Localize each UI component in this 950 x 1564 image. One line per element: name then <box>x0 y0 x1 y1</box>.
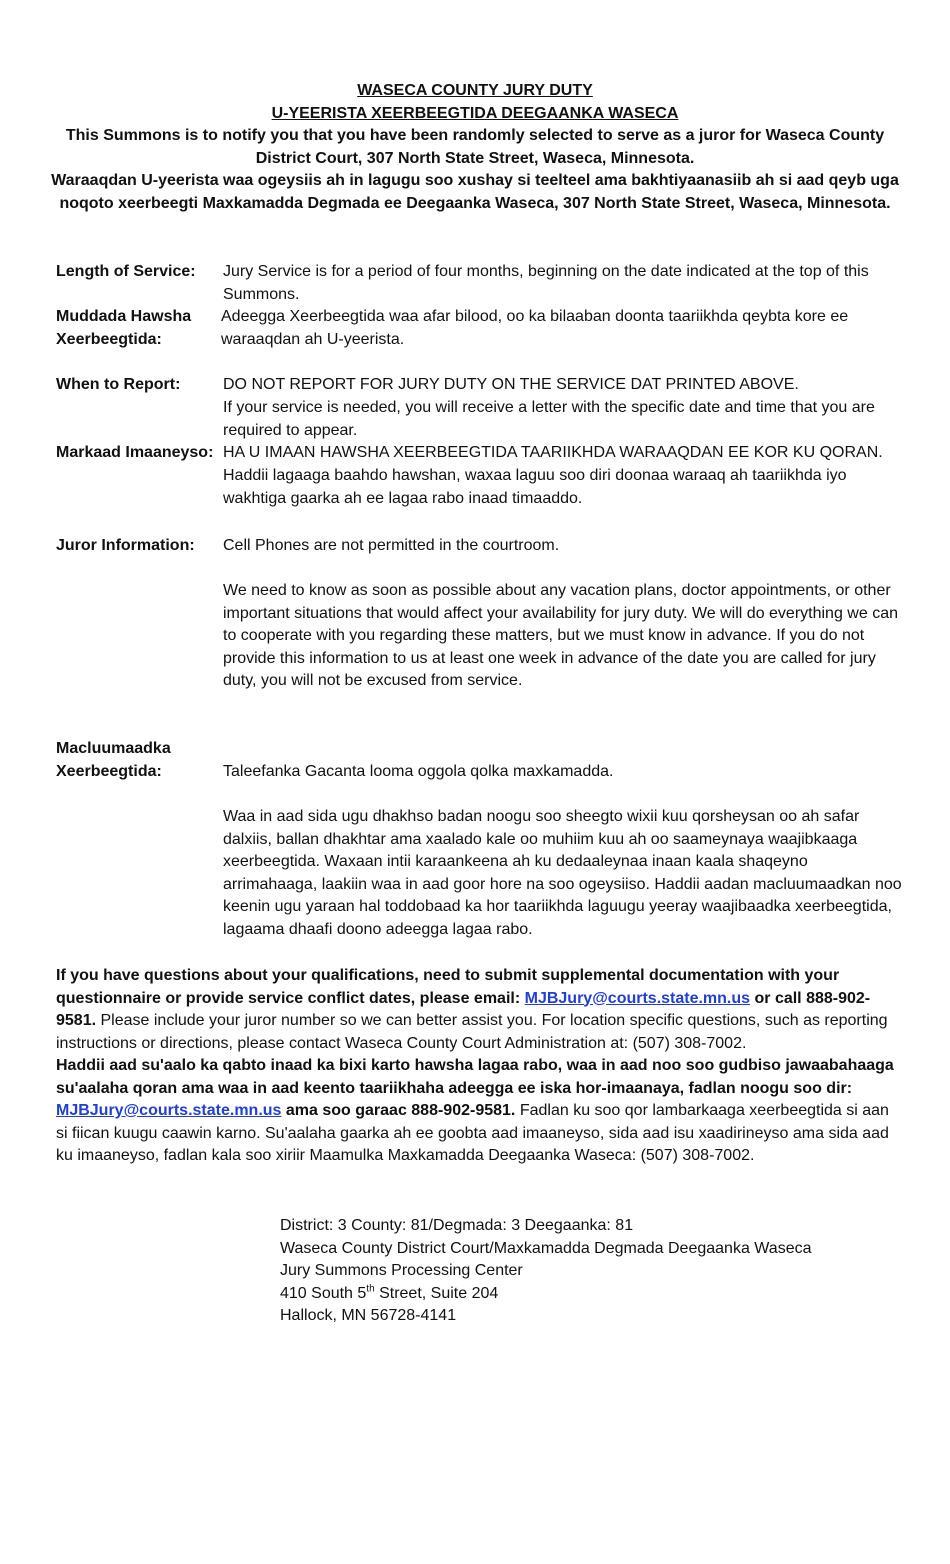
when-to-report-text-2: If your service is needed, you will receive a letter with the specific date and time that you are required to appear. <box>223 399 875 439</box>
when-to-report-label: When to Report: <box>56 376 181 393</box>
macluumaadka-label-2: Xeerbeegtida: <box>56 763 162 780</box>
contact-english-normal: Please include your juror number so we can better assist you. For location specific questions, such as reporting instructions or directions, please contact Waseca County Court Administration at: (507) 308-7002. <box>56 1012 888 1052</box>
length-of-service-label: Length of Service: <box>56 263 196 280</box>
markaad-imaaneyso-text-1: HA U IMAAN HAWSHA XEERBEEGTIDA TAARIIKHDA WARAAQDAN EE KOR KU QORAN. <box>223 444 883 461</box>
address-street-sup: th <box>366 1283 375 1295</box>
title-english: WASECA COUNTY JURY DUTY <box>357 82 593 99</box>
macluumaadka-text-2: Waa in aad sida ugu dhakhso badan noogu soo sheegto wixii kuu qorsheysan oo ah safar dalxiis, ballan dhakhtar ama xaalado kale oo muhiim kuu ah oo saameynaya waajibkaaga xeerbeegtida. Waxaan intii karaankeena ah ku dedaaleynaa inaan kaala shaqeyno arrimahaaga, laakiin waa in aad goor hore na soo ogeysiiso. Haddii aadan macluumaadkan noo keenin ugu yaraan hal toddobaad ka hor taariikhda laguugu yeeray waajibaadka xeerbeegtida, lagaama dhaafi doono adeegga lagaa rabo. <box>223 808 902 938</box>
address-block <box>280 1215 900 1328</box>
intro-english: This Summons is to notify you that you have been randomly selected to serve as a juror for Waseca County District Court, 307 North State Street, Waseca, Minnesota. <box>65 127 885 167</box>
address-street-number: 410 South 5 <box>280 1284 367 1302</box>
contact-somali-normal: Fadlan ku soo qor lambarkaaga xeerbeegtida si aan si fiican kuugu caawin karno. Su'aalaha gaarka ah ee goobta aad imaaneyso, sida aad isu xaadirineyso ama sida aad ku imaaneyso, fadlan kala soo xiriir Maamulka Maxkamadda Deegaanka Waseca: (507) 308-7002. <box>56 1102 889 1164</box>
address-line-district: District: 3 County: 81/Degmada: 3 Deegaanka: 81 <box>280 1217 634 1234</box>
title-block <box>50 80 900 215</box>
muddada-hawsha-text: Adeegga Xeerbeegtida waa afar bilood, oo ka bilaaban doonta taariikhda qeybta kore ee waraaqdan ah U-yeerista. <box>221 308 849 348</box>
when-to-report-text-1: DO NOT REPORT FOR JURY DUTY ON THE SERVICE DAT PRINTED ABOVE. <box>223 376 799 393</box>
length-of-service-text: Jury Service is for a period of four months, beginning on the date indicated at the top of this Summons. <box>223 263 869 303</box>
contact-somali-phone: ama soo garaac 888-902-9581. <box>281 1102 516 1119</box>
email-link-somali[interactable]: MJBJury@courts.state.mn.us <box>56 1102 282 1119</box>
contact-english-phone: or call 888-902-9581. <box>56 989 871 1029</box>
address-line-center: Jury Summons Processing Center <box>280 1262 523 1279</box>
juror-information-text-1: Cell Phones are not permitted in the courtroom. <box>223 537 560 554</box>
macluumaadka-label-1: Macluumaadka <box>56 740 171 757</box>
juror-information-text-2: We need to know as soon as possible about any vacation plans, doctor appointments, or other important situations that would affect your availability for jury duty. We will do everything we can to cooperate with you regarding these matters, but we must know in advance. If you do not provide this information to us at least one week in advance of the date you are called for jury duty, you will not be excused from service. <box>223 582 898 689</box>
contact-somali-bold: Haddii aad su'aalo ka qabto inaad ka bixi karto hawsha lagaa rabo, waa in aad noo soo gudbiso jawaabahaaga su'aalaha qoran ama waa in aad keento taariikhaha adeegga ee iska hor-imaanaya, fadlan noogu soo dir: <box>56 1057 894 1097</box>
address-line-street <box>280 1283 900 1306</box>
intro-somali: Waraaqdan U-yeerista waa ogeysiis ah in lagugu soo xushay si teelteel ama bakhtiyaanasiib ah si aad qeyb uga noqoto xeerbeegti Maxkamadda Degmada ee Deegaanka Waseca, 307 North State Street, Waseca, Minnesota. <box>51 172 899 212</box>
juror-information-label: Juror Information: <box>56 537 195 554</box>
address-line-city: Hallock, MN 56728-4141 <box>280 1307 457 1324</box>
address-street-rest: Street, Suite 204 <box>374 1284 499 1302</box>
title-somali: U-YEERISTA XEERBEEGTIDA DEEGAANKA WASECA <box>271 104 679 122</box>
address-line-court: Waseca County District Court/Maxkamadda Degmada Deegaanka Waseca <box>280 1239 812 1257</box>
markaad-imaaneyso-text-2: Haddii lagaaga baahdo hawshan, waxaa laguu soo diri doonaa waraaq ah taariikhda iyo wakhtiga gaarka ah ee lagaa rabo inaad timaaddo. <box>223 467 847 507</box>
contact-paragraph <box>56 965 901 1168</box>
muddada-hawsha-label-1: Muddada Hawsha <box>56 308 192 325</box>
muddada-hawsha-label-2: Xeerbeegtida: <box>56 331 162 348</box>
contact-english-bold: If you have questions about your qualifications, need to submit supplemental documentation with your questionnaire or provide service conflict dates, please email: <box>56 967 840 1007</box>
macluumaadka-text-1: Taleefanka Gacanta looma oggola qolka maxkamadda. <box>223 763 614 780</box>
markaad-imaaneyso-label: Markaad Imaaneyso: <box>56 444 214 461</box>
email-link-english[interactable]: MJBJury@courts.state.mn.us <box>524 989 751 1007</box>
